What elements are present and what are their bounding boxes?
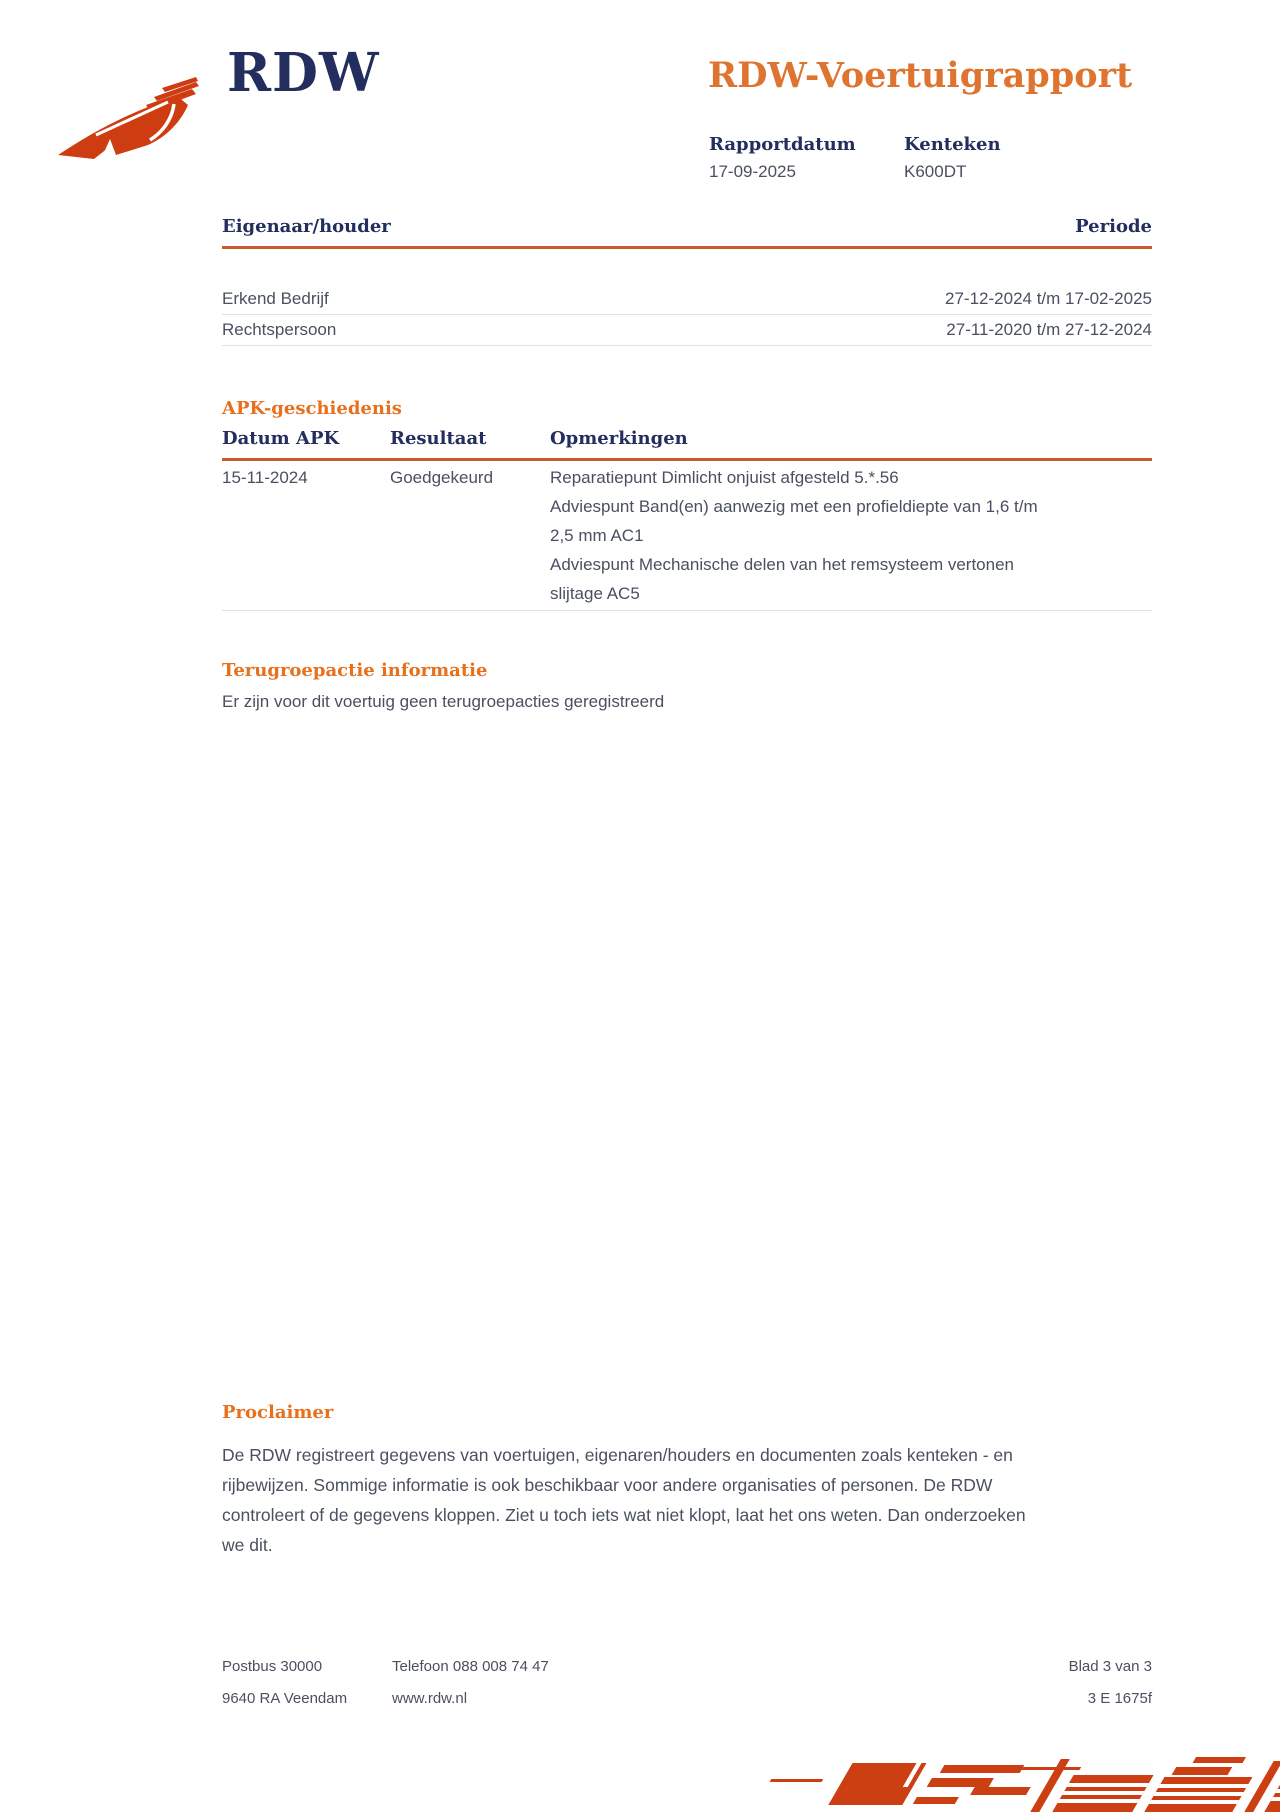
apk-section-heading: APK-geschiedenis (222, 398, 402, 419)
owner-type: Erkend Bedrijf (222, 288, 329, 308)
table-row (222, 283, 1152, 315)
apk-table-header (222, 428, 1152, 461)
owner-type: Rechtspersoon (222, 319, 337, 339)
report-date-label: Rapportdatum (709, 134, 856, 155)
row-divider (222, 610, 1152, 611)
recall-section-body: Er zijn voor dit voertuig geen terugroepacties geregistreerd (222, 692, 665, 711)
footer-city: 9640 RA Veendam (222, 1690, 348, 1707)
owner-section-header (222, 216, 1152, 249)
apk-remarks (550, 463, 1152, 608)
table-row (222, 314, 1152, 346)
owner-period: 27-12-2024 t/m 17-02-2025 (945, 288, 1152, 308)
proclaimer-line: rijbewijzen. Sommige informatie is ook beschikbaar voor andere organisaties of personen. De RDW (222, 1475, 993, 1495)
report-date-block (709, 134, 856, 182)
table-row (222, 463, 1152, 608)
apk-date: 15-11-2024 (222, 468, 308, 487)
proclaimer-text (222, 1440, 1026, 1560)
license-plate-value: K600DT (904, 162, 967, 181)
apk-remark-line: 2,5 mm AC1 (550, 526, 644, 545)
period-heading: Periode (1075, 216, 1152, 237)
apk-result: Goedgekeurd (390, 468, 494, 487)
proclaimer-line: controleert of de gegevens kloppen. Ziet u toch iets wat niet klopt, laat het ons weten. Dan onderzoeken (222, 1505, 1026, 1525)
apk-remark-line: Adviespunt Band(en) aanwezig met een profieldiepte van 1,6 t/m (550, 497, 1038, 516)
report-date-value: 17-09-2025 (709, 162, 796, 181)
proclaimer-heading: Proclaimer (222, 1402, 334, 1423)
footer-phone: Telefoon 088 008 74 47 (392, 1658, 549, 1675)
proclaimer-line: De RDW registreert gegevens van voertuigen, eigenaren/houders en documenten zoals kenteken - en (222, 1445, 1013, 1465)
footer-postbus: Postbus 30000 (222, 1658, 323, 1675)
apk-remark-line: slijtage AC5 (550, 584, 640, 603)
footer-doc-code: 3 E 1675f (1087, 1690, 1152, 1707)
proclaimer-line: we dit. (222, 1535, 273, 1555)
rdw-speed-stripes-graphic (720, 1757, 1280, 1812)
page-title: RDW-Voertuigrapport (708, 55, 1133, 96)
apk-column-remarks: Opmerkingen (550, 428, 688, 449)
owner-period: 27-11-2020 t/m 27-12-2024 (946, 319, 1152, 339)
license-plate-label: Kenteken (904, 134, 1001, 155)
rdw-flame-logo-icon (50, 75, 220, 175)
apk-remark-line: Reparatiepunt Dimlicht onjuist afgesteld 5.*.56 (550, 468, 899, 487)
license-plate-block (904, 134, 1001, 182)
rdw-logo-text: RDW (227, 42, 380, 104)
apk-remark-line: Adviespunt Mechanische delen van het remsysteem vertonen (550, 555, 1014, 574)
recall-section-heading: Terugroepactie informatie (222, 660, 488, 681)
footer-website: www.rdw.nl (392, 1690, 468, 1707)
footer-page-number: Blad 3 van 3 (1068, 1658, 1152, 1675)
apk-column-date: Datum APK (222, 428, 340, 449)
apk-column-result: Resultaat (390, 428, 487, 449)
owner-heading: Eigenaar/houder (222, 216, 391, 237)
